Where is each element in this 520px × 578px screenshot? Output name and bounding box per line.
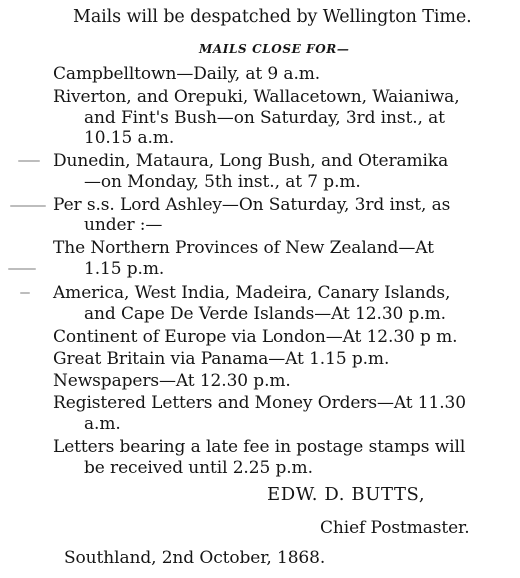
entry-line: Great Britain via Panama—At 1.15 p.m. xyxy=(53,349,390,369)
entry-line: Letters bearing a late fee in postage stamps will xyxy=(53,437,466,457)
entry-line: and Cape De Verde Islands—At 12.30 p.m. xyxy=(84,304,446,324)
entry-line: —on Monday, 5th inst., at 7 p.m. xyxy=(84,172,361,192)
entry-line: a.m. xyxy=(84,414,121,434)
print-speck xyxy=(8,268,36,270)
entry-line: Continent of Europe via London—At 12.30 p m. xyxy=(53,327,458,347)
place-and-date: Southland, 2nd October, 1868. xyxy=(64,548,326,568)
entry-line: 1.15 p.m. xyxy=(84,259,165,279)
entry-line: Riverton, and Orepuki, Wallacetown, Waianiwa, xyxy=(53,87,460,107)
signature-title: Chief Postmaster. xyxy=(320,518,470,538)
print-speck xyxy=(20,292,30,294)
entry-line: Newspapers—At 12.30 p.m. xyxy=(53,371,291,391)
entry-line: America, West India, Madeira, Canary Islands, xyxy=(53,283,451,303)
mails-close-subheading: MAILS CLOSE FOR— xyxy=(199,42,350,56)
print-speck xyxy=(10,205,46,207)
entry-line: Campbelltown—Daily, at 9 a.m. xyxy=(53,64,321,84)
entry-line: be received until 2.25 p.m. xyxy=(84,458,313,478)
entry-line: Registered Letters and Money Orders—At 11.30 xyxy=(53,393,466,413)
entry-line: Dunedin, Mataura, Long Bush, and Oteramika xyxy=(53,151,449,171)
notice-heading: Mails will be despatched by Wellington Time. xyxy=(73,7,472,27)
entry-line: 10.15 a.m. xyxy=(84,128,175,148)
entry-line: The Northern Provinces of New Zealand—At xyxy=(53,238,434,258)
entry-line: under :— xyxy=(84,215,163,235)
print-speck xyxy=(18,160,40,162)
signature-name: EDW. D. BUTTS, xyxy=(267,484,426,505)
entry-line: and Fint's Bush—on Saturday, 3rd inst., at xyxy=(84,108,445,128)
entry-line: Per s.s. Lord Ashley—On Saturday, 3rd inst, as xyxy=(53,195,451,215)
